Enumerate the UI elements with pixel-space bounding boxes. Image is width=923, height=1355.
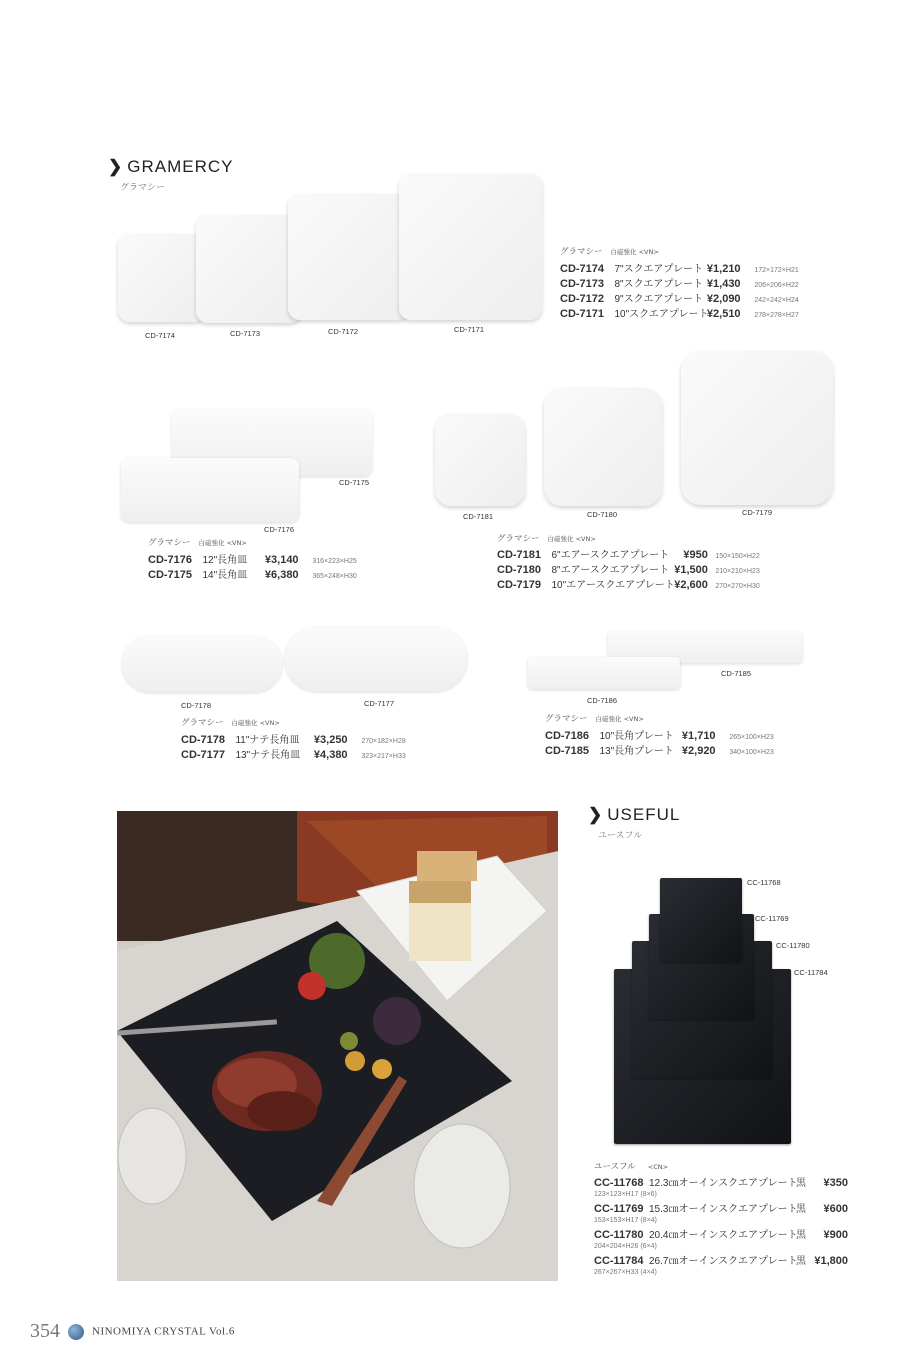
product-dimensions: 265×100×H23 xyxy=(729,734,774,741)
product-row xyxy=(594,1173,848,1198)
product-code: CD-7174 xyxy=(560,263,605,275)
brand-name: NINOMIYA CRYSTAL Vol.6 xyxy=(92,1325,235,1338)
product-color: 黒 xyxy=(796,1230,806,1241)
product-row xyxy=(148,565,357,583)
plate-cd-7179 xyxy=(681,351,833,505)
group-material: 白磁強化 <VN> xyxy=(547,535,596,543)
plate-cd-7180 xyxy=(544,388,662,506)
gramercy-title xyxy=(108,157,233,177)
group-head-name: グラマシー xyxy=(181,718,224,728)
product-code: CC-11768 xyxy=(594,1177,644,1189)
globe-icon xyxy=(68,1324,84,1340)
plate-label: CD-7173 xyxy=(230,329,261,338)
product-dimensions: 278×278×H27 xyxy=(754,312,799,319)
product-dimensions: 206×206×H22 xyxy=(754,282,799,289)
gramercy-title-text: GRAMERCY xyxy=(127,157,234,176)
product-price: ¥6,380 xyxy=(264,569,299,581)
product-name: 15.3㎝オーインスクエアプレート xyxy=(649,1204,798,1215)
product-name: 11"ナテ長角皿 xyxy=(235,735,300,746)
product-code: CD-7185 xyxy=(545,745,590,757)
product-dimensions: 123×123×H17 xyxy=(594,1191,639,1198)
product-code: CD-7175 xyxy=(148,569,193,581)
product-name: 14"長角皿 xyxy=(202,570,248,581)
group-head-name: グラマシー xyxy=(497,534,540,544)
product-dimensions: 270×182×H28 xyxy=(361,738,406,745)
product-name: 13"長角プレート xyxy=(599,746,674,757)
group-head xyxy=(560,245,659,257)
plate-cd-7177 xyxy=(285,627,467,691)
product-subline xyxy=(594,1191,848,1198)
product-dimensions: 153×153×H17 xyxy=(594,1217,639,1224)
product-dimensions: 204×204×H26 xyxy=(594,1243,639,1250)
product-dimensions: 267×267×H33 xyxy=(594,1269,639,1276)
product-code: CD-7172 xyxy=(560,293,605,305)
product-row xyxy=(545,741,774,759)
product-row xyxy=(497,575,760,593)
plate-cd-7173 xyxy=(196,215,302,323)
product-name: 8"スクエアプレート xyxy=(614,279,703,290)
product-row xyxy=(594,1225,848,1250)
product-code: CC-11769 xyxy=(594,1203,644,1215)
plate-label: CC-11784 xyxy=(794,968,828,977)
useful-title xyxy=(588,805,680,825)
group-head-name: ユースフル xyxy=(594,1162,636,1172)
product-name: 10"エアースクエアプレート xyxy=(551,580,675,591)
product-price: ¥3,140 xyxy=(264,554,299,566)
product-price: ¥350 xyxy=(823,1177,848,1189)
product-subline xyxy=(594,1269,848,1276)
product-dimensions: 270×270×H30 xyxy=(715,583,760,590)
group-head-name: グラマシー xyxy=(545,714,588,724)
product-subline xyxy=(594,1243,848,1250)
product-pack: (8×4) xyxy=(640,1217,657,1224)
product-code: CD-7186 xyxy=(545,730,590,742)
product-pack: (8×6) xyxy=(640,1191,657,1198)
plate-label: CD-7171 xyxy=(454,325,485,334)
group-material: 白磁強化 <VN> xyxy=(198,539,247,547)
product-name: 7"スクエアプレート xyxy=(614,264,703,275)
product-code: CD-7177 xyxy=(181,749,226,761)
group-material: 白磁強化 <VN> xyxy=(610,248,659,256)
product-price: ¥2,090 xyxy=(706,293,741,305)
chevron-icon: ❯ xyxy=(588,805,604,824)
product-price: ¥600 xyxy=(823,1203,848,1215)
product-row xyxy=(594,1251,848,1276)
plate-label: CC-11769 xyxy=(755,914,789,923)
group-head xyxy=(545,712,644,724)
product-code: CD-7178 xyxy=(181,734,226,746)
plate-cd-7176 xyxy=(121,458,299,522)
plate-label: CC-11780 xyxy=(776,941,810,950)
product-price: ¥900 xyxy=(823,1229,848,1241)
plate-label: CD-7181 xyxy=(463,512,494,521)
product-pack: (6×4) xyxy=(640,1243,657,1250)
product-price: ¥1,500 xyxy=(674,564,708,576)
plate-label: CD-7186 xyxy=(587,696,618,705)
product-name: 9"スクエアプレート xyxy=(614,294,703,305)
group-head xyxy=(497,532,596,544)
product-dimensions: 150×150×H22 xyxy=(715,553,760,560)
plate-label: CD-7178 xyxy=(181,701,212,710)
product-subline xyxy=(594,1217,848,1224)
product-dimensions: 172×172×H21 xyxy=(754,267,799,274)
product-color: 黒 xyxy=(796,1256,806,1267)
plate-label: CD-7174 xyxy=(145,331,176,340)
group-material: 白磁強化 <VN> xyxy=(231,719,280,727)
plate-label: CD-7177 xyxy=(364,699,395,708)
page-footer xyxy=(30,1320,235,1343)
product-name: 6"エアースクエアプレート xyxy=(551,550,670,561)
page-number: 354 xyxy=(30,1320,60,1342)
group-head-name: グラマシー xyxy=(560,247,603,257)
food-photo-illustration xyxy=(117,811,558,1281)
plate-label: CD-7176 xyxy=(264,525,295,534)
product-name: 10"スクエアプレート xyxy=(614,309,709,320)
product-name: 12.3㎝オーインスクエアプレート xyxy=(649,1178,798,1189)
product-code: CD-7171 xyxy=(560,308,605,320)
plate-cd-7186 xyxy=(528,657,680,689)
product-price: ¥1,430 xyxy=(706,278,741,290)
product-code: CD-7180 xyxy=(497,564,542,576)
product-row xyxy=(181,745,406,763)
product-price: ¥4,380 xyxy=(313,749,348,761)
product-price: ¥2,510 xyxy=(706,308,741,320)
group-material: 白磁強化 <VN> xyxy=(595,715,644,723)
product-code: CD-7181 xyxy=(497,549,542,561)
plate-cd-7171 xyxy=(399,174,542,320)
group-material: <CN> xyxy=(647,1163,669,1171)
gramercy-subtitle: グラマシー xyxy=(120,183,166,193)
plate-cd-7174 xyxy=(118,234,206,322)
plate-label: CD-7175 xyxy=(339,478,370,487)
plate-label: CD-7172 xyxy=(328,327,359,336)
product-row xyxy=(594,1199,848,1224)
plate-cd-7172 xyxy=(288,194,410,320)
group-head xyxy=(181,716,280,728)
product-pack: (4×4) xyxy=(640,1269,657,1276)
product-dimensions: 323×217×H33 xyxy=(361,753,406,760)
product-price: ¥1,800 xyxy=(814,1255,848,1267)
plate-cd-7178 xyxy=(122,636,282,692)
product-code: CD-7179 xyxy=(497,579,542,591)
product-dimensions: 365×248×H30 xyxy=(312,573,357,580)
product-name: 10"長角プレート xyxy=(599,731,674,742)
product-dimensions: 210×210×H23 xyxy=(715,568,760,575)
product-price: ¥2,920 xyxy=(681,745,716,757)
product-dimensions: 316×223×H25 xyxy=(312,558,357,565)
plate-cc-11768 xyxy=(660,878,742,962)
group-head xyxy=(148,536,247,548)
product-price: ¥2,600 xyxy=(674,579,708,591)
product-name: 20.4㎝オーインスクエアプレート xyxy=(649,1230,798,1241)
product-price: ¥1,210 xyxy=(706,263,741,275)
plate-label: CD-7185 xyxy=(721,669,752,678)
plate-cd-7181 xyxy=(435,414,525,506)
product-code: CD-7173 xyxy=(560,278,605,290)
product-price: ¥3,250 xyxy=(313,734,348,746)
product-row xyxy=(560,304,799,322)
product-name: 26.7㎝オーインスクエアプレート xyxy=(649,1256,798,1267)
product-price: ¥1,710 xyxy=(681,730,716,742)
product-dimensions: 340×100×H23 xyxy=(729,749,774,756)
product-name: 8"エアースクエアプレート xyxy=(551,565,670,576)
plate-label: CD-7179 xyxy=(742,508,773,517)
product-color: 黒 xyxy=(796,1204,806,1215)
group-head xyxy=(594,1160,668,1172)
product-code: CC-11784 xyxy=(594,1255,644,1267)
useful-title-text: USEFUL xyxy=(607,805,681,824)
chevron-icon: ❯ xyxy=(108,157,124,176)
product-code: CD-7176 xyxy=(148,554,193,566)
plate-label: CC-11768 xyxy=(747,878,781,887)
product-name: 12"長角皿 xyxy=(202,555,248,566)
product-name: 13"ナテ長角皿 xyxy=(235,750,301,761)
product-color: 黒 xyxy=(796,1178,806,1189)
useful-subtitle: ユースフル xyxy=(598,831,643,841)
food-photo xyxy=(117,811,558,1281)
product-code: CC-11780 xyxy=(594,1229,644,1241)
product-price: ¥950 xyxy=(683,549,708,561)
group-head-name: グラマシー xyxy=(148,538,191,548)
product-dimensions: 242×242×H24 xyxy=(754,297,799,304)
plate-label: CD-7180 xyxy=(587,510,618,519)
